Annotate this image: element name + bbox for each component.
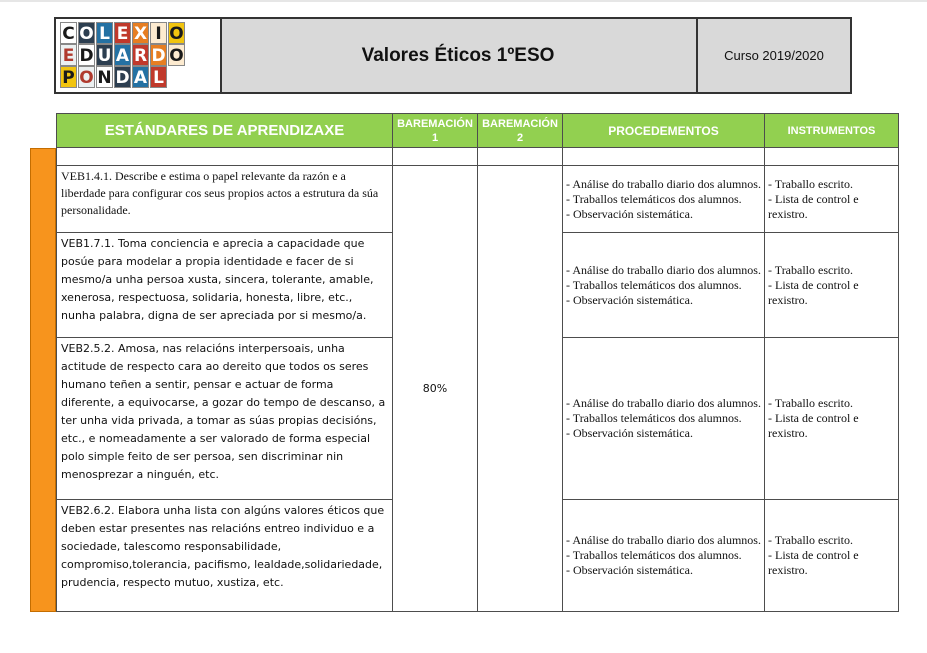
instrument-item: - Traballo escrito. [768,176,853,191]
header-instruments: INSTRUMENTOS [765,114,899,148]
document-header [54,17,852,94]
title-cell [220,19,698,92]
logo-letter: O [79,68,94,88]
instruments-cell [765,338,899,500]
logo-row [60,22,185,44]
header-standards: ESTÁNDARES DE APRENDIZAXE [57,114,393,148]
procedure-item: - Observación sistemática. [566,426,693,440]
instruments-cell [765,166,899,233]
procedure-item: - Análise do traballo diario dos alumnos. [566,262,761,277]
procedure-item: - Traballos telemáticos dos alumnos. [566,191,742,206]
table-row [57,166,899,233]
instrument-item: - Lista de control e rexistro. [768,548,859,577]
header-baremacion-1: BAREMACIÓN 1 [393,114,478,148]
logo-letter: E [60,44,77,66]
procedures-cell [563,166,765,233]
procedure-item: - Traballos telemáticos dos alumnos. [566,411,742,425]
standard-cell: VEB2.6.2. Elabora unha lista con algúns valores éticos que deben estar presentes nas relacións entreo individuo e a sociedade, talescomo responsabilidade, compromiso,tolerancia, pacifismo, lealdade,solidariedade, prudencia, respecto mutuo, xustiza, etc. [57,500,393,612]
instruments-cell [765,233,899,338]
empty-cell [765,148,899,166]
baremacion-2-cell [478,166,563,612]
standard-cell: VEB2.5.2. Amosa, nas relacións interpersoais, unha actitude de respecto cara ao dereito que todos os seres humano teñen a sentir, pensar e actuar de forma diferente, a equivocarse, a gozar do tempo de descanso, a ter unha vida privada, a tomar as súas propias decisións, etc., e nomeadamente a ser valorado de forma especial polo simple feito de ser persoa, sen discriminar nin menosprezar a ninguén, etc. [57,338,393,500]
instrument-item: - Lista de control e rexistro. [768,191,859,221]
logo-row [60,66,167,88]
procedure-item: - Análise do traballo diario dos alumnos. [566,396,761,410]
instrument-item: - Traballo escrito. [768,533,853,547]
logo-letter: R [133,46,148,66]
logo-letter: A [133,68,148,88]
standard-cell: VEB1.7.1. Toma conciencia e aprecia a capacidade que posúe para modelar a propia identidade e facer de si mesmo/a unha persoa xusta, sincera, tolerante, amable, xenerosa, respectuosa, solidaria, honesta, libre, etc., nunha palabra, digna de ser apreciada por si mesmo/a. [57,233,393,338]
empty-cell [563,148,765,166]
logo-letter: I [150,22,167,44]
school-logo [56,19,222,92]
logo-letter: X [133,24,148,44]
logo-row [60,44,185,66]
logo-letter: O [169,46,184,66]
standards-table [56,113,899,612]
top-divider [0,0,927,2]
logo-letter: D [115,68,130,88]
header-baremacion-2: BAREMACIÓN 2 [478,114,563,148]
logo-letter: C [60,22,77,44]
logo-letter: A [115,46,130,66]
logo-letter: L [96,22,113,44]
course-label: Curso 2019/2020 [724,48,824,63]
baremacion-1-cell: 80% [393,166,478,612]
instrument-item: - Lista de control e rexistro. [768,411,859,440]
empty-cell [478,148,563,166]
logo-letter: E [114,22,131,44]
logo-letter: D [151,46,166,66]
procedure-item: - Observación sistemática. [566,292,693,307]
header-procedures: PROCEDEMENTOS [563,114,765,148]
instrument-item: - Lista de control e rexistro. [768,277,859,307]
empty-cell [393,148,478,166]
procedure-item: - Análise do traballo diario dos alumnos. [566,176,761,191]
logo-letter: L [150,66,167,88]
procedure-item: - Traballos telemáticos dos alumnos. [566,548,742,562]
logo-letter: U [97,46,112,66]
procedure-item: - Observación sistemática. [566,563,693,577]
standard-cell: VEB1.4.1. Describe e estima o papel relevante da razón e a liberdade para configurar cos seus propios actos a estrutura da súa personalidade. [57,166,393,233]
procedures-cell [563,338,765,500]
document-title: Valores Éticos 1ºESO [361,44,555,66]
table-header-row [57,114,899,148]
empty-cell [57,148,393,166]
logo-letter: P [60,66,77,88]
procedure-item: - Análise do traballo diario dos alumnos. [566,533,761,547]
spacer-row [57,148,899,166]
logo-letter: D [79,46,94,66]
procedure-item: - Observación sistemática. [566,206,693,221]
instruments-cell [765,500,899,612]
instrument-item: - Traballo escrito. [768,262,853,277]
instrument-item: - Traballo escrito. [768,396,853,410]
procedures-cell [563,500,765,612]
logo-letter: O [169,24,184,44]
side-accent-bar [30,148,56,612]
logo-letter: O [79,24,94,44]
logo-letter: N [97,68,112,88]
procedure-item: - Traballos telemáticos dos alumnos. [566,277,742,292]
procedures-cell [563,233,765,338]
